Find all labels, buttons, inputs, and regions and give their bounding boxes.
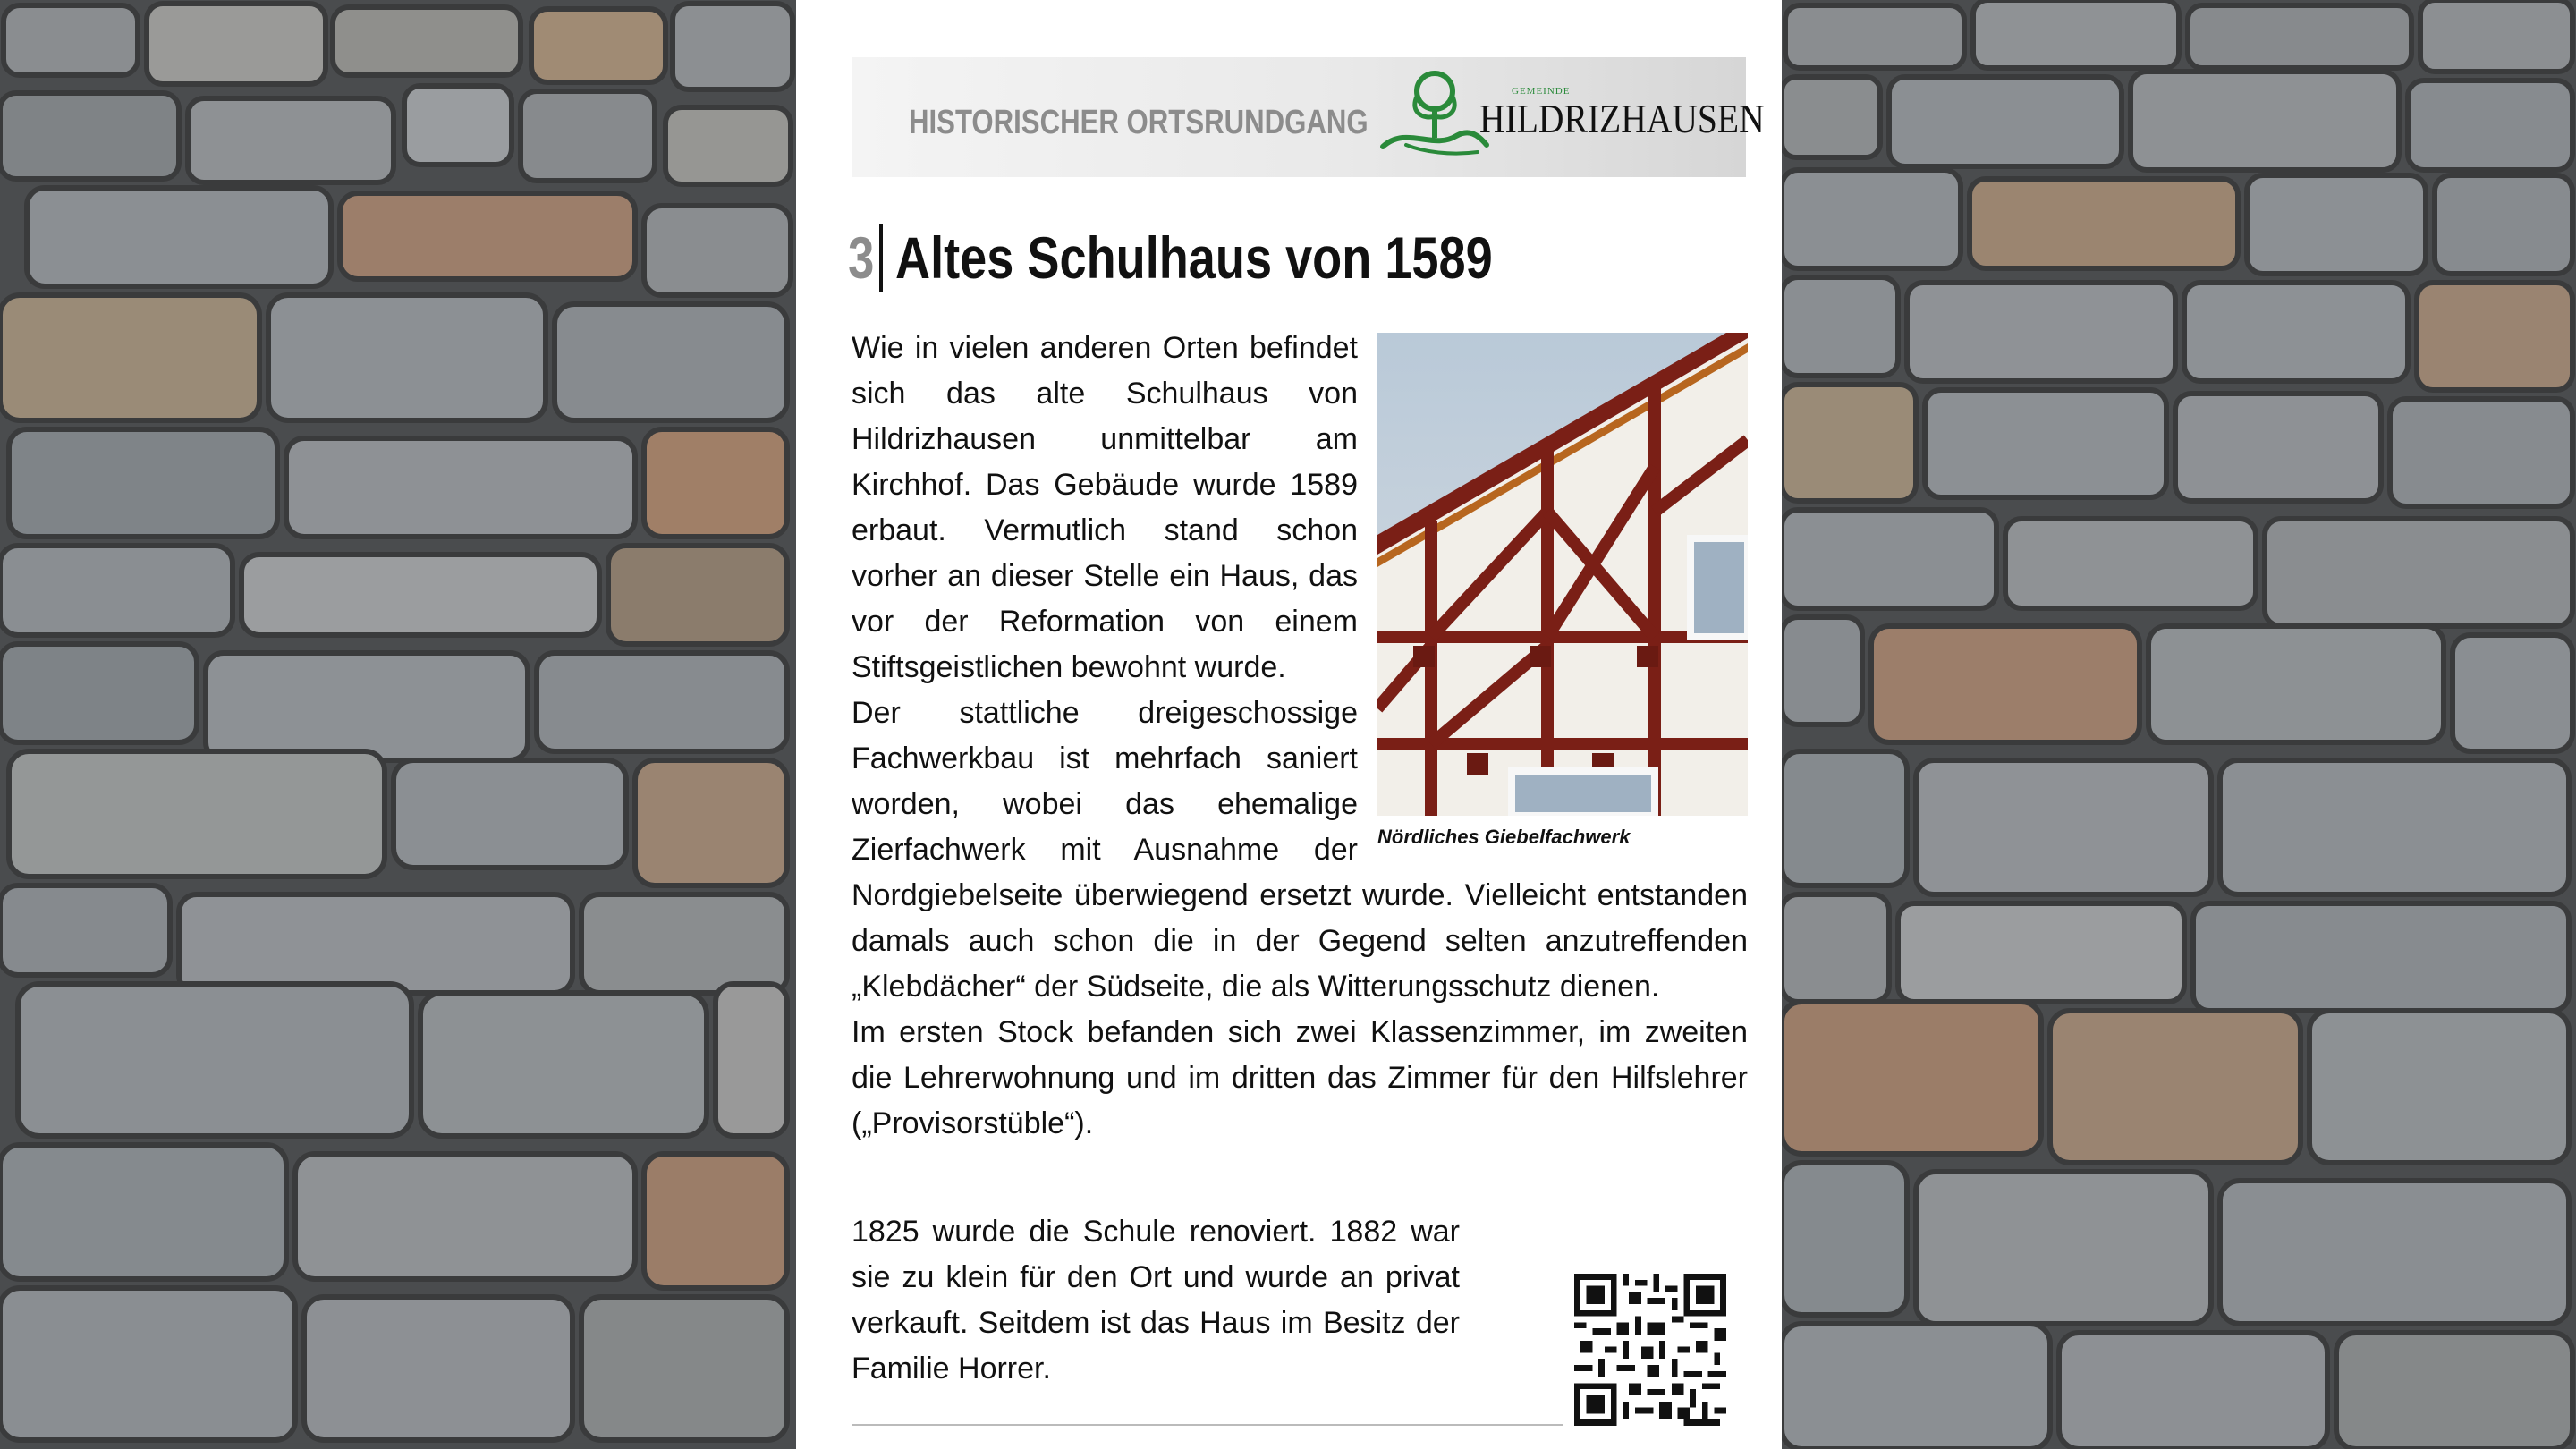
paragraph-intro: Wie in vielen anderen Orten befindet sich das alte Schulhaus von Hildrizhausen unmittelbar am Kirchhof. Das Gebäude wurde 1589 erbaut. Vermutlich stand schon vorher an dieser Stelle ein Haus, das vor der Reformation von einem Stiftsgeistlichen bewohnt wurde. (852, 331, 1358, 684)
page-title (848, 224, 1623, 295)
paragraph-history: 1825 wurde die Schule renoviert. 1882 war sie zu klein für den Ort und wurde an privat verkauft. Seitdem ist das Haus im Besitz der Familie Horrer. (852, 1215, 1460, 1385)
title-divider (879, 224, 883, 292)
logo-name: HILDRIZHAUSEN (1479, 96, 1765, 141)
photo-caption: Nördliches Giebelfachwerk (1377, 826, 1631, 848)
municipality-logo (1370, 63, 1765, 174)
paragraph-floors: Im ersten Stock befanden sich zwei Klassenzimmer, im zweiten die Lehrerwohnung und im dritten das Zimmer für den Hilfslehrer („Provisorstüble“). (852, 1015, 1748, 1140)
info-sheet (796, 0, 1782, 1449)
article-body (852, 326, 1748, 1147)
stone-wall-background-left (0, 0, 796, 1449)
header-banner (852, 57, 1765, 177)
station-title: Altes Schulhaus von 1589 (894, 225, 1493, 291)
header-title: HISTORISCHER ORTSRUNDGANG (909, 104, 1368, 141)
stone-wall-background-right (1782, 0, 2576, 1449)
logo-prefix: GEMEINDE (1512, 86, 1571, 97)
paragraph-building: Der stattliche dreigeschossige Fachwerkbau ist mehrfach saniert worden, wobei das ehemalige Zierfachwerk mit Ausnahme der Nordgiebelseite überwiegend ersetzt wurde. Vielleicht entstanden damals auch schon die in der Gegend selten anzutreffenden „Klebdächer“ der Südseite, die als Witterungsschutz dienen. (852, 696, 1748, 1004)
figure (1377, 333, 1748, 850)
station-number: 3 (848, 225, 875, 291)
photo-half-timbered-gable (1377, 333, 1748, 816)
bottom-divider (852, 1424, 1563, 1426)
qr-code[interactable] (1574, 1274, 1726, 1426)
